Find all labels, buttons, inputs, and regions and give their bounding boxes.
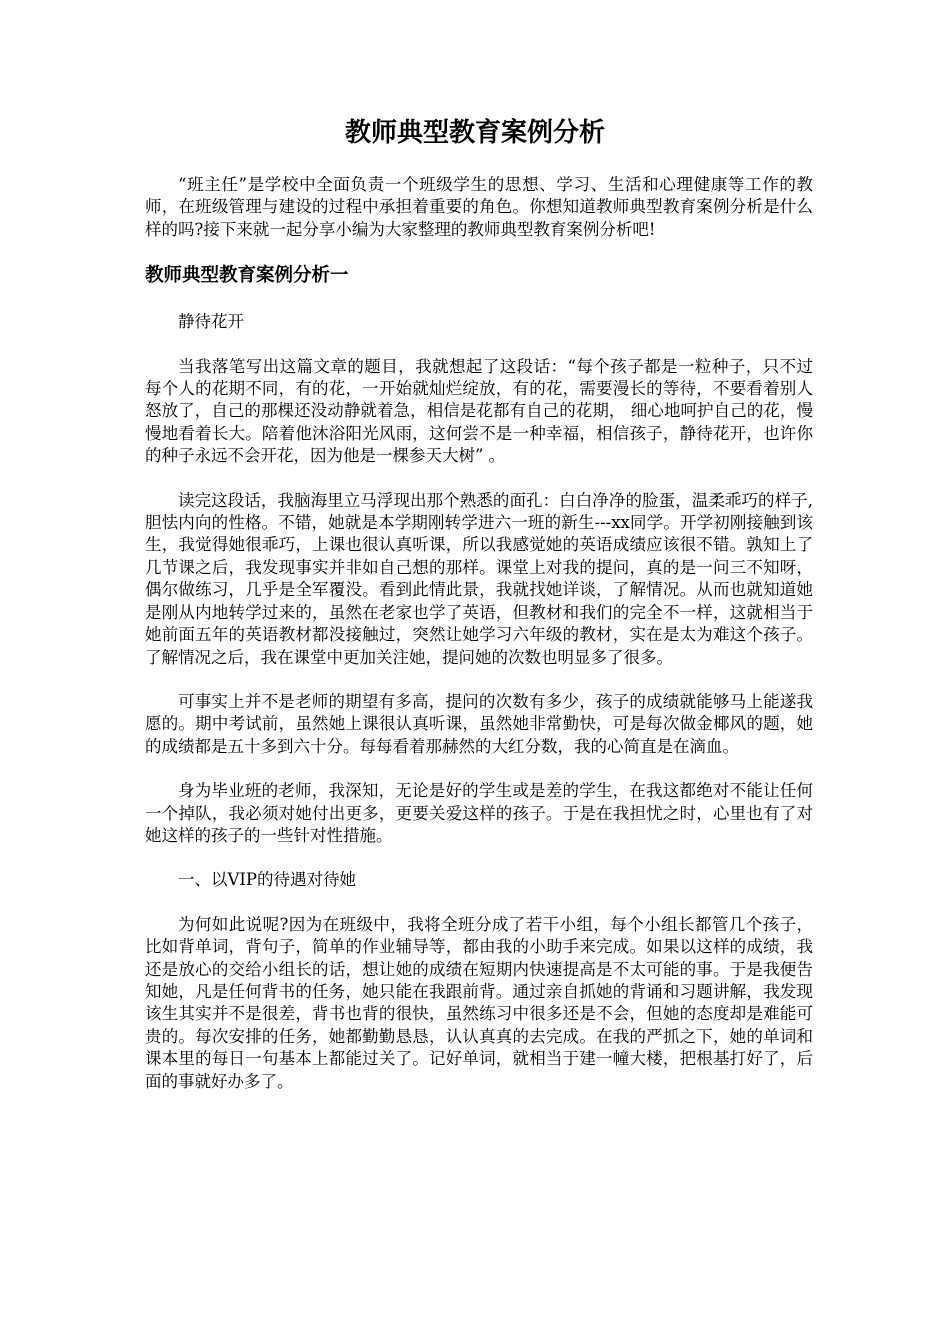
body-paragraph-4: 身为毕业班的老师，我深知，无论是好的学生或是差的学生，在我这都绝对不能让任何一个掉队，我必须对她付出更多，更要关爱这样的孩子。于是在我担忧之时，心里也有了对她这样的孩子的一些针对性措施。 xyxy=(145,781,813,845)
list-item-heading: 一、以VIP的待遇对待她 xyxy=(178,870,357,890)
body-paragraph-1: 当我落笔写出这篇文章的题目，我就想起了这段话：“每个孩子都是一粒种子，只不过每个人的花期不同，有的花，一开始就灿烂绽放，有的花，需要漫长的等待，不要看着别人怒放了，自己的那棵还没动静就着急，相信是花都有自己的花期， 细心地呵护自己的花，慢慢地看着长大。陪着他沐浴阳光风雨，这何尝不是一种幸福，相信孩子，静待花开，也许你的种子永远不会开花，因为他是一棵参天大树” 。 xyxy=(145,356,813,466)
document-body xyxy=(145,174,813,1115)
subtitle: 静待花开 xyxy=(178,312,244,332)
section-heading: 教师典型教育案例分析一 xyxy=(145,265,349,287)
intro-paragraph: “班主任”是学校中全面负责一个班级学生的思想、学习、生活和心理健康等工作的教师，在班级管理与建设的过程中承担着重要的角色。你想知道教师典型教育案例分析是什么样的吗?接下来就一起分享小编为大家整理的教师典型教育案例分析吧! xyxy=(145,175,813,239)
body-paragraph-5: 为何如此说呢?因为在班级中，我将全班分成了若干小组，每个小组长都管几个孩子，比如背单词，背句子，简单的作业辅导等，都由我的小助手来完成。如果以这样的成绩，我还是放心的交给小组长的话，想让她的成绩在短期内快速提高是不太可能的事。于是我便告知她，凡是任何背书的任务，她只能在我跟前背。通过亲自抓她的背诵和习题讲解，我发现该生其实并不是很差，背书也背的很快，虽然练习中很多还是不会，但她的态度却是难能可贵的。每次安排的任务，她都勤勤恳恳，认认真真的去完成。在我的严抓之下，她的单词和课本里的每日一句基本上都能过关了。记好单词，就相当于建一幢大楼，把根基打好了，后面的事就好办多了。 xyxy=(145,914,813,1091)
body-paragraph-3: 可事实上并不是老师的期望有多高，提问的次数有多少，孩子的成绩就能够马上能遂我愿的。期中考试前，虽然她上课很认真听课，虽然她非常勤快，可是每次做金椰风的题，她的成绩都是五十多到六十分。每每看着那赫然的大红分数，我的心简直是在滴血。 xyxy=(145,691,813,756)
document-title: 教师典型教育案例分析 xyxy=(344,118,605,148)
body-paragraph-2: 读完这段话，我脑海里立马浮现出那个熟悉的面孔：白白净净的脸蛋，温柔乖巧的样子,胆怯内向的性格。不错，她就是本学期刚转学进六一班的新生---xx同学。开学初刚接触到该生，我觉得她很乖巧，上课也很认真听课，所以我感觉她的英语成绩应该很不错。孰知上了几节课之后，我发现事实并非如自己想的那样。课堂上对我的提问，真的是一问三不知呀，偶尔做练习，几乎是全军覆没。看到此情此景，我就找她详谈，了解情况。从而也就知道她是刚从内地转学过来的，虽然在老家也学了英语，但教材和我们的完全不一样，这就相当于她前面五年的英语教材都没接触过，突然让她学习六年级的教材，实在是太为难这个孩子。了解情况之后，我在课堂中更加关注她，提问她的次数也明显多了很多。 xyxy=(145,490,813,667)
